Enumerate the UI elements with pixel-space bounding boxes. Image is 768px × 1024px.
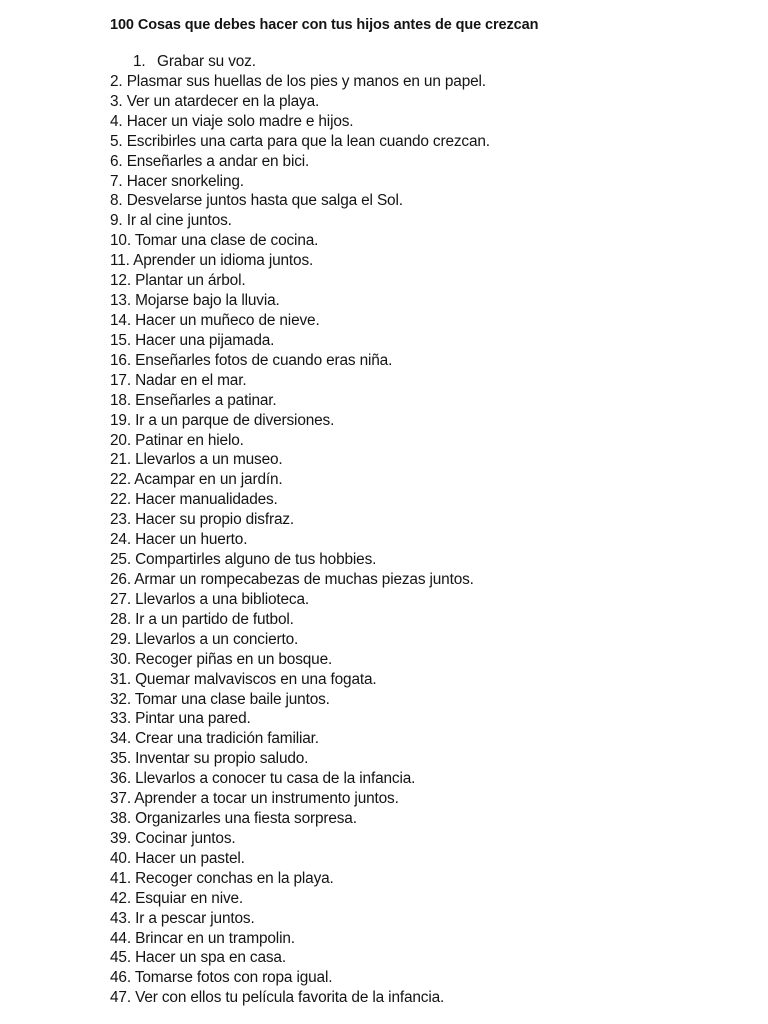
list-item-text: Enseñarles a patinar. — [135, 391, 277, 409]
list-item-text: Llevarlos a conocer tu casa de la infancia. — [135, 770, 416, 788]
list-item-text: Tomarse fotos con ropa igual. — [134, 969, 333, 987]
list-item — [110, 231, 490, 251]
list-item-text: Ir a un partido de futbol. — [135, 610, 294, 628]
list-item-number: 13. — [110, 292, 131, 310]
list-item-text: Pintar una pared. — [135, 710, 251, 728]
list-item-text: Escribirles una carta para que la lean cuando crezcan. — [126, 132, 490, 150]
list-item — [110, 311, 490, 331]
list-item — [110, 769, 490, 789]
list-item-text: Llevarlos a un museo. — [135, 451, 283, 469]
list-item-number: 37. — [110, 790, 131, 808]
list-item — [110, 211, 490, 231]
list-item-number: 44. — [110, 929, 131, 947]
list-item — [110, 92, 490, 112]
list-item-number: 2. — [110, 72, 123, 90]
list-item — [110, 371, 490, 391]
list-item-text: Enseñarles fotos de cuando eras niña. — [135, 351, 393, 369]
list-item-text: Quemar malvaviscos en una fogata. — [135, 670, 377, 688]
list-item-number: 16. — [110, 351, 131, 369]
list-item-number: 4. — [110, 112, 123, 130]
list-item — [110, 72, 490, 92]
list-item-text: Hacer una pijamada. — [135, 331, 275, 349]
list-item-number: 22. — [110, 471, 131, 489]
list-item-text: Plasmar sus huellas de los pies y manos en un papel. — [126, 72, 486, 90]
list-item — [110, 490, 490, 510]
list-item — [110, 172, 490, 192]
list-item — [110, 889, 490, 909]
list-item-number: 5. — [110, 132, 123, 150]
list-item-number: 26. — [110, 570, 131, 588]
list-item-number: 35. — [110, 750, 131, 768]
list-item — [110, 968, 490, 988]
list-item-text: Llevarlos a un concierto. — [135, 630, 299, 648]
list-item-text: Cocinar juntos. — [135, 829, 236, 847]
list-item-number: 33. — [110, 710, 131, 728]
list-item — [110, 690, 490, 710]
list-item-number: 42. — [110, 889, 131, 907]
list-item-number: 28. — [110, 610, 131, 628]
list-item-number: 10. — [110, 232, 131, 250]
list-item-number: 15. — [110, 331, 131, 349]
list-item-text: Tomar una clase de cocina. — [134, 232, 319, 250]
list-item-number: 43. — [110, 909, 131, 927]
list-item — [110, 510, 490, 530]
list-item-number: 11. — [110, 252, 130, 270]
list-item-text: Plantar un árbol. — [135, 272, 246, 290]
list-item-number: 3. — [110, 92, 123, 110]
list-item-text: Ir al cine juntos. — [126, 212, 232, 230]
list-item — [110, 948, 490, 968]
list-item — [110, 610, 490, 630]
list-item-number: 23. — [110, 511, 131, 529]
list-item — [110, 909, 490, 929]
list-item-text: Tomar una clase baile juntos. — [134, 690, 330, 708]
list-item-text: Recoger conchas en la playa. — [135, 869, 334, 887]
list-item — [110, 291, 490, 311]
list-item — [110, 789, 490, 809]
list-item — [110, 590, 490, 610]
list-item — [110, 331, 490, 351]
list-item-number: 40. — [110, 849, 131, 867]
list-item-text: Ir a pescar juntos. — [135, 909, 255, 927]
list-item-text: Patinar en hielo. — [135, 431, 244, 449]
list-item-text: Grabar su voz. — [157, 53, 256, 70]
list-item-text: Ir a un parque de diversiones. — [135, 411, 335, 429]
list-item-number: 29. — [110, 630, 131, 648]
list-item-number: 19. — [110, 411, 131, 429]
list-item — [110, 570, 490, 590]
list-item — [110, 829, 490, 849]
list-item — [110, 431, 490, 451]
list-item-number: 41. — [110, 869, 131, 887]
numbered-list — [110, 52, 490, 1008]
document-title: 100 Cosas que debes hacer con tus hijos antes de que crezcan — [110, 17, 539, 33]
list-item-text: Hacer un huerto. — [135, 531, 248, 549]
list-item-text: Hacer su propio disfraz. — [135, 511, 295, 529]
list-item-number: 21. — [110, 451, 131, 469]
list-item — [110, 670, 490, 690]
list-item — [110, 709, 490, 729]
list-item-text: Mojarse bajo la lluvia. — [135, 292, 280, 310]
list-item-text: Nadar en el mar. — [135, 371, 247, 389]
list-item-number: 47. — [110, 989, 131, 1007]
list-item-number: 14. — [110, 311, 131, 329]
list-item-text: Hacer un spa en casa. — [135, 949, 286, 967]
list-item — [110, 470, 490, 490]
list-item-number: 45. — [110, 949, 131, 967]
list-item-number: 6. — [110, 152, 123, 170]
list-item-text: Enseñarles a andar en bici. — [126, 152, 310, 170]
list-item-text: Armar un rompecabezas de muchas piezas juntos. — [134, 570, 474, 588]
list-item-number: 46. — [110, 969, 131, 987]
list-item-number: 34. — [110, 730, 131, 748]
list-item-number: 36. — [110, 770, 131, 788]
list-item — [110, 530, 490, 550]
list-item — [110, 869, 490, 889]
list-item-number: 39. — [110, 829, 131, 847]
list-item-text: Compartirles alguno de tus hobbies. — [135, 551, 377, 569]
list-item — [110, 351, 490, 371]
list-item-text: Aprender a tocar un instrumento juntos. — [134, 790, 399, 808]
list-item-number: 17. — [110, 371, 131, 389]
list-item-text: Inventar su propio saludo. — [135, 750, 309, 768]
list-item-number: 38. — [110, 810, 131, 828]
list-item — [110, 650, 490, 670]
list-item — [110, 191, 490, 211]
list-item-text: Llevarlos a una biblioteca. — [135, 590, 310, 608]
list-item-text: Organizarles una fiesta sorpresa. — [135, 810, 357, 828]
list-item-text: Acampar en un jardín. — [134, 471, 283, 489]
list-item-text: Esquiar en nive. — [135, 889, 244, 907]
list-item-text: Recoger piñas en un bosque. — [135, 650, 333, 668]
list-item — [110, 391, 490, 411]
list-item-number: 7. — [110, 172, 123, 190]
list-item-text: Hacer un pastel. — [135, 849, 245, 867]
list-item-text: Crear una tradición familiar. — [135, 730, 319, 748]
list-item-text: Desvelarse juntos hasta que salga el Sol. — [126, 192, 403, 210]
list-item-text: Hacer snorkeling. — [126, 172, 244, 190]
list-item — [110, 271, 490, 291]
list-item — [110, 52, 490, 72]
list-item — [110, 749, 490, 769]
list-item-number: 12. — [110, 272, 131, 290]
list-item-number: 20. — [110, 431, 131, 449]
list-item — [110, 988, 490, 1008]
list-item-text: Hacer un muñeco de nieve. — [135, 311, 320, 329]
list-item-number: 24. — [110, 531, 131, 549]
list-item — [110, 729, 490, 749]
list-item-number: 1. — [133, 53, 146, 70]
list-item-number: 32. — [110, 690, 131, 708]
list-item-number: 27. — [110, 590, 131, 608]
list-item — [110, 929, 490, 949]
list-item — [110, 849, 490, 869]
list-item-number: 31. — [110, 670, 131, 688]
list-item — [110, 809, 490, 829]
list-item — [110, 450, 490, 470]
list-item-number: 18. — [110, 391, 131, 409]
list-item-text: Hacer un viaje solo madre e hijos. — [126, 112, 354, 130]
list-item — [110, 112, 490, 132]
list-item — [110, 152, 490, 172]
list-item-text: Ver un atardecer en la playa. — [126, 92, 320, 110]
list-item-number: 22. — [110, 491, 131, 509]
list-item — [110, 630, 490, 650]
list-item-text: Brincar en un trampolin. — [135, 929, 295, 947]
list-item-text: Hacer manualidades. — [135, 491, 278, 509]
list-item — [110, 132, 490, 152]
list-item-text: Ver con ellos tu película favorita de la infancia. — [135, 989, 445, 1007]
list-item-number: 8. — [110, 192, 123, 210]
list-item-text: Aprender un idioma juntos. — [133, 252, 314, 270]
list-item-number: 25. — [110, 551, 131, 569]
list-item — [110, 411, 490, 431]
list-item — [110, 550, 490, 570]
list-item — [110, 251, 490, 271]
list-item-number: 30. — [110, 650, 131, 668]
list-item-number: 9. — [110, 212, 123, 230]
